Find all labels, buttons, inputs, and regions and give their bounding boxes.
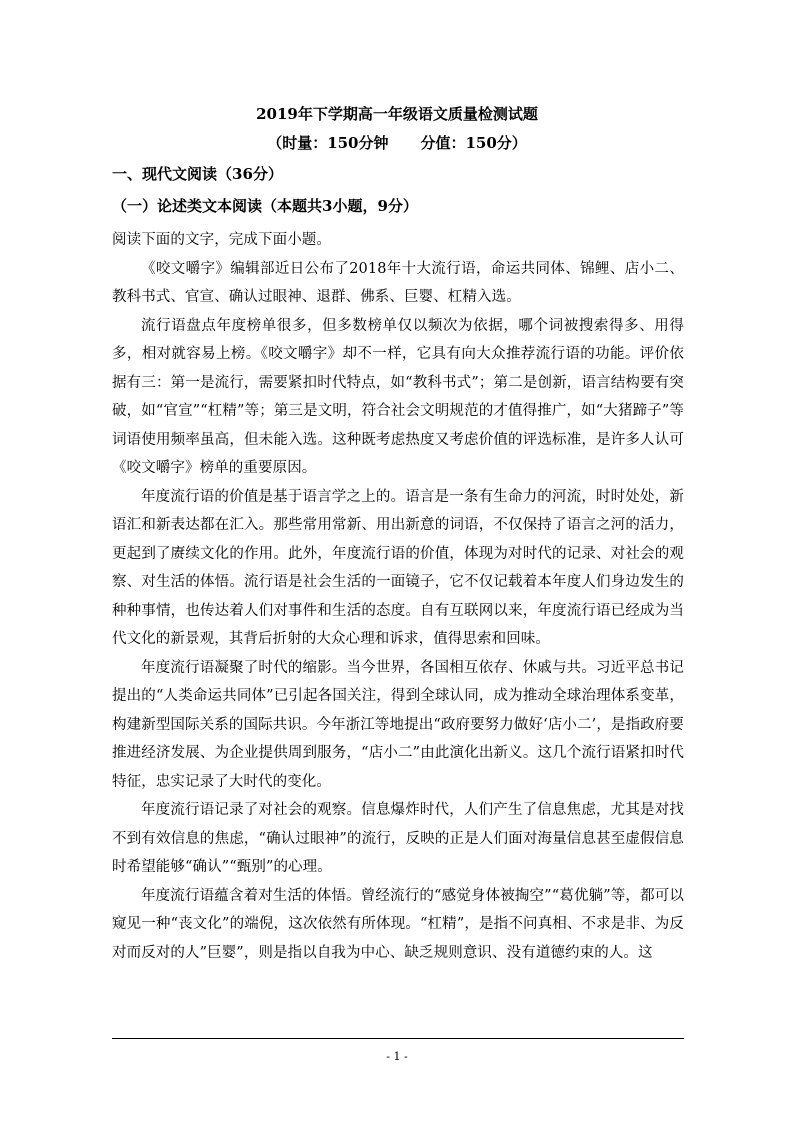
paragraph: 年度流行语凝聚了时代的缩影。当今世界，各国相互依存、休戚与共。习近平总书记提出的“人类命运共同体”已引起各国关注，得到全球认同，成为推动全球治理体系变革，构建新型国际关系的国际共识。今年浙江等地提出“政府要努力做好‘店小二’，是指政府要推进经济发展、为企业提供周到服务，“店小二”由此演化出新义。这几个流行语紧扣时代特征，忠实记录了大时代的变化。 <box>112 659 684 790</box>
paragraph: 《咬文嚼字》编辑部近日公布了2018年十大流行语，命运共同体、锦鲤、店小二、教科书式、官宣、确认过眼神、退群、佛系、巨婴、杠精入选。 <box>112 260 684 305</box>
section-heading-part1-1: （一）论述类文本阅读（本题共3小题，9分） <box>112 197 418 215</box>
exam-score: 分值：150分） <box>420 134 527 152</box>
paragraph: 年度流行语记录了对社会的观察。信息爆炸时代，人们产生了信息焦虑，尤其是对找不到有效信息的焦虑，“确认过眼神”的流行，反映的正是人们面对海量信息甚至虚假信息时希望能够“确认”“甄别”的心理。 <box>112 802 684 875</box>
section-heading-part1: 一、现代文阅读（36分） <box>112 165 283 183</box>
instruction-text: 阅读下面的文字，完成下面小题。 <box>112 232 331 248</box>
paragraph: 流行语盘点年度榜单很多，但多数榜单仅以频次为依据，哪个词被搜索得多、用得多，相对就容易上榜。《咬文嚼字》却不一样，它具有向大众推荐流行语的功能。评价依据有三：第一是流行，需要紧扣时代特点，如“教科书式”；第二是创新，语言结构要有突破，如“官宣”“杠精”等；第三是文明，符合社会文明规范的才值得推广，如“大猪蹄子”等词语使用频率虽高，但未能入选。这种既考虑热度又考虑价值的评选标准，是许多人认可《咬文嚼字》榜单的重要原因。 <box>112 317 684 476</box>
paragraph: 年度流行语蕴含着对生活的体悟。曾经流行的“感觉身体被掏空”“葛优躺”等，都可以窥见一种“丧文化”的端倪，这次依然有所体现。“杠精”，是指不问真相、不求是非、为反对而反对的人”巨婴”，则是指以自我为中心、缺乏规则意识、没有道德约束的人。这 <box>112 887 684 961</box>
exam-time: （时量：150分钟 <box>267 134 389 152</box>
exam-title: 2019年下学期高一年级语文质量检测试题 <box>256 105 538 123</box>
footer-divider <box>112 1038 684 1039</box>
exam-subtitle <box>0 133 794 153</box>
article-body <box>112 226 684 967</box>
page-number: - 1 - <box>386 1050 408 1063</box>
paragraph: 年度流行语的价值是基于语言学之上的。语言是一条有生命力的河流，时时处处，新语汇和新表达都在汇入。那些常用常新、用出新意的词语，不仅保持了语言之河的活力，更起到了赓续文化的作用。此外，年度流行语的价值，体现为对时代的记录、对社会的观察、对生活的体悟。流行语是社会生活的一面镜子，它不仅记载着本年度人们身边发生的种种事情，也传达着人们对事件和生活的态度。自有互联网以来，年度流行语已经成为当代文化的新景观，其背后折射的大众心理和诉求，值得思索和回味。 <box>112 488 684 647</box>
